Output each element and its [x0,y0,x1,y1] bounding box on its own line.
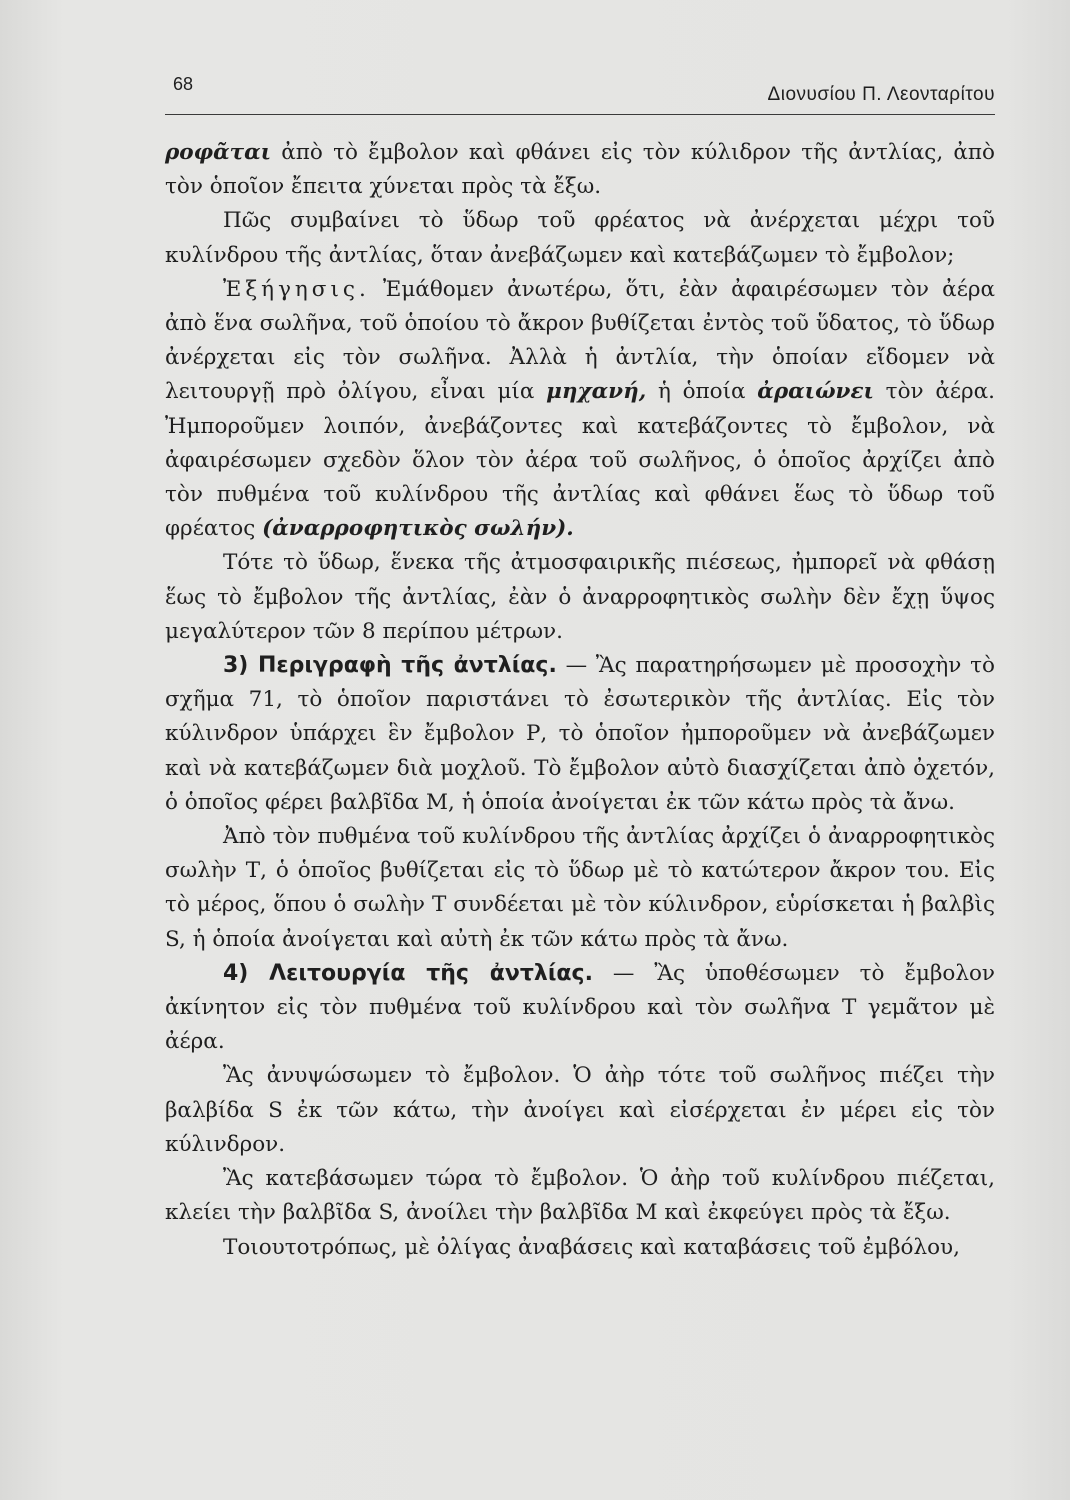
paragraph-3 [165,273,995,547]
paragraph-5 [165,649,995,820]
paragraph-8: Ἂς ἀνυψώσωμεν τὸ ἔμβολον. Ὁ ἀὴρ τότε τοῦ σωλῆνος πιέζει τὴν βαλβίδα S ἐκ τῶν κάτω, τὴν ἀνοίγει καὶ εἰσέρχεται ἐν μέρει εἰς τὸν κύλινδρον. [165,1063,995,1157]
paragraph-3-text-2: ἡ ὁποία [646,379,758,405]
term-anarrofitikos-solin: (ἀναρροφητικὸς σωλήν). [262,516,574,542]
paragraph-9: Ἂς κατεβάσωμεν τώρα τὸ ἔμβολον. Ὁ ἀὴρ τοῦ κυλίνδρου πιέζεται, κλείει τὴν βαλβῖδα S, ἀνοίλει τὴν βαλβῖδα Μ καὶ ἐκφεύγει πρὸς τὰ ἔξω. [165,1166,995,1226]
paragraph-1-text: ἀπὸ τὸ ἔμβολον καὶ φθάνει εἰς τὸν κύλιδρον τῆς ἀντλίας, ἀπὸ τὸν ὁποῖον ἔπειτα χύνεται πρὸς τὰ ἔξω. [165,140,995,200]
paragraph-3-text-1: Ἐμάθομεν ἀνωτέρω, ὅτι, ἐὰν ἀφαιρέσωμεν τὸν ἀέρα ἀπὸ ἕνα σωλῆνα, τοῦ ὁποίου τὸ ἄκρον βυθίζεται ἐντὸς τοῦ ὕδατος, τὸ ὕδωρ ἀνέρχεται εἰς τὸν σωλῆνα. Ἀλλὰ ἡ ἀντλία, τὴν ὁποίαν εἴδομεν νὰ λειτουργῇ πρὸ ὀλίγου, εἶναι μία [165,276,995,405]
paragraph-6: Ἀπὸ τὸν πυθμένα τοῦ κυλίνδρου τῆς ἀντλίας ἀρχίζει ὁ ἀναρροφητικὸς σωλὴν Τ, ὁ ὁποῖος βυθίζεται εἰς τὸ ὕδωρ μὲ τὸ κατώτερον ἄκρον του. Εἰς τὸ μέρος, ὅπου ὁ σωλὴν Τ συνδέεται μὲ τὸν κύλινδρον, εὑρίσκεται ἡ βαλβὶς S, ἡ ὁποία ἀνοίγεται καὶ αὐτὴ ἐκ τῶν κάτω πρὸς τὰ ἄνω. [165,824,995,952]
section-heading-3: 3) Περιγραφὴ τῆς ἀντλίας. [223,653,557,679]
paragraph-3-text-3: τὸν ἀέρα. Ἠμποροῦμεν λοιπόν, ἀνεβάζοντες καὶ κατεβάζοντες τὸ ἔμβολον, νὰ ἀφαιρέσωμεν σχεδὸν ὅλον τὸν ἀέρα τοῦ σωλῆνος, ὁ ὁποῖος ἀρχίζει ἀπὸ τὸν πυθμένα τοῦ κυλίνδρου τῆς ἀντλίας καὶ φθάνει ἕως τὸ ὕδωρ τοῦ φρέατος [165,379,995,542]
running-head: Διονυσίου Π. Λεονταρίτου [767,84,995,105]
term-rofatai: ροφᾶται [165,140,272,165]
term-michani: μηχανή, [546,379,647,405]
body-text [165,136,995,1265]
page-header [165,70,995,115]
paragraph-4: Τότε τὸ ὕδωρ, ἕνεκα τῆς ἀτμοσφαιρικῆς πιέσεως, ἠμπορεῖ νὰ φθάσῃ ἕως τὸ ἔμβολον τῆς ἀντλίας, ἐὰν ὁ ἀναρροφητικὸς σωλὴν δὲν ἔχῃ ὕψος μεγαλύτερον τῶν 8 περίπου μέτρων. [165,550,995,644]
paragraph-10: Τοιουτοτρόπως, μὲ ὀλίγας ἀναβάσεις καὶ καταβάσεις τοῦ ἐμβόλου, [223,1234,960,1260]
paragraph-7 [165,957,995,1060]
explanation-lead: Ἐξήγησις. [223,276,370,302]
section-heading-4: 4) Λειτουργία τῆς ἀντλίας. [223,960,593,986]
paragraph-2: Πῶς συμβαίνει τὸ ὕδωρ τοῦ φρέατος νὰ ἀνέρχεται μέχρι τοῦ κυλίνδρου τῆς ἀντλίας, ὅταν ἀνεβάζωμεν καὶ κατεβάζωμεν τὸ ἔμβολον; [165,208,995,268]
term-araionei: ἀραιώνει [757,379,874,405]
paragraph-7-text: — Ἂς ὑποθέσωμεν τὸ ἔμβολον ἀκίνητον εἰς τὸν πυθμένα τοῦ κυλίνδρου καὶ τὸν σωλῆνα Τ γεμᾶτον μὲ ἀέρα. [165,960,995,1055]
paragraph-1 [165,136,995,204]
page-number: 68 [173,74,194,94]
paragraph-5-text: — Ἂς παρατηρήσωμεν μὲ προσοχὴν τὸ σχῆμα 71, τὸ ὁποῖον παριστάνει τὸ ἐσωτερικὸν τῆς ἀντλίας. Εἰς τὸν κύλινδρον ὑπάρχει ἓν ἔμβολον Ρ, τὸ ὁποῖον ἠμποροῦμεν νὰ ἀνεβάζωμεν καὶ νὰ κατεβάζωμεν διὰ μοχλοῦ. Τὸ ἔμβολον αὐτὸ διασχίζεται ἀπὸ ὀχετόν, ὁ ὁποῖος φέρει βαλβῖδα Μ, ἡ ὁποία ἀνοίγεται ἐκ τῶν κάτω πρὸς τὰ ἄνω. [165,653,995,815]
